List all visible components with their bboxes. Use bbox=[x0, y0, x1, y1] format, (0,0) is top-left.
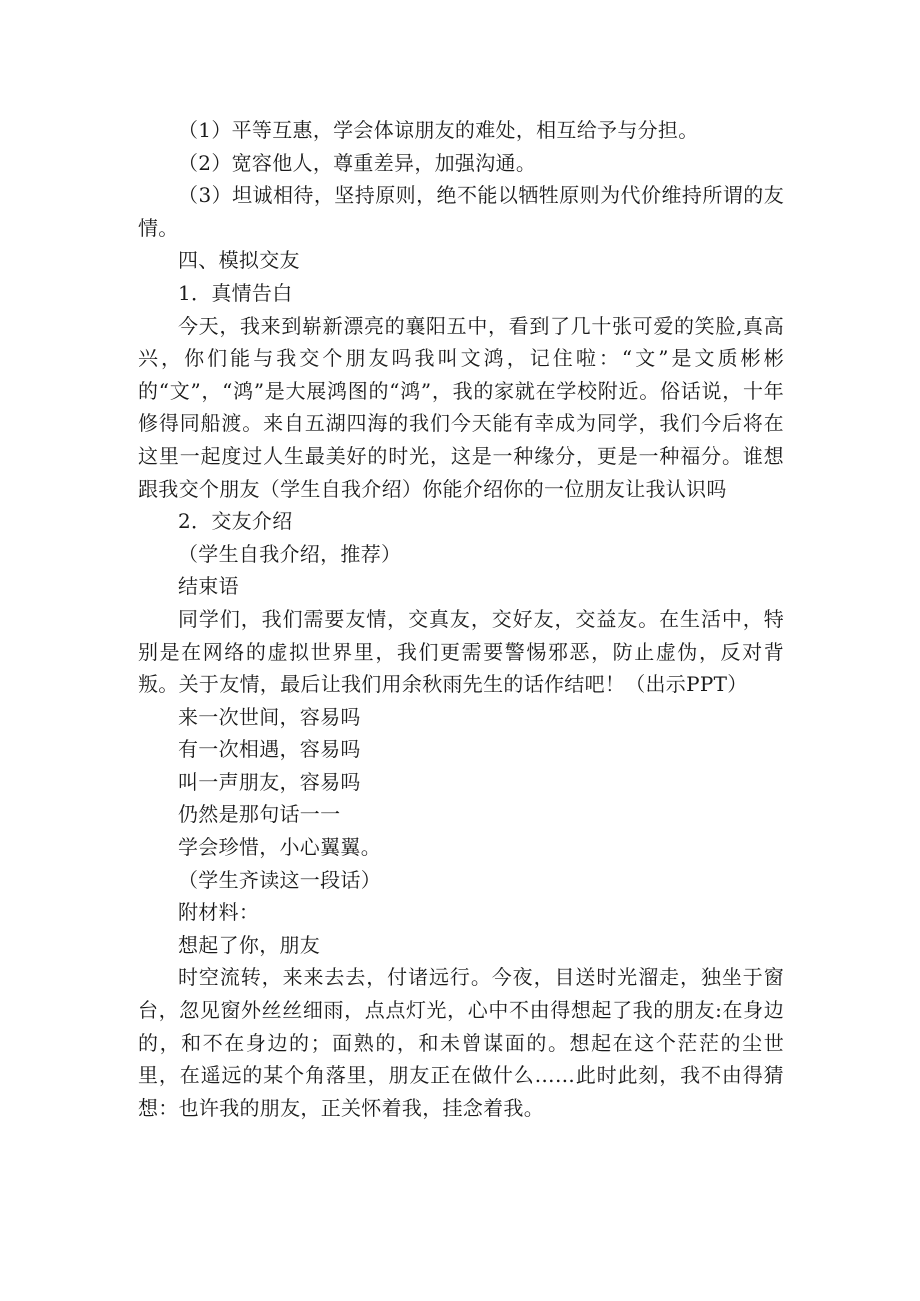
poem-line-3: 叫一声朋友，容易吗 bbox=[178, 769, 361, 794]
poem-line-2: 有一次相遇，容易吗 bbox=[178, 737, 361, 762]
principle-3: （3）坦诚相待，坚持原则，绝不能以牺牲原则为代价维持所谓的友情。 bbox=[138, 183, 784, 240]
poem-line-4: 仍然是那句话一一 bbox=[178, 802, 341, 827]
poem-line-1: 来一次世间，容易吗 bbox=[178, 704, 361, 729]
note-student-introduction: （学生自我介绍，推荐） bbox=[178, 541, 402, 566]
document-body bbox=[138, 114, 784, 1124]
paragraph-closing: 同学们，我们需要友情，交真友，交好友，交益友。在生活中，特别是在网络的虚拟世界里，我们更需要警惕邪恶，防止虚伪，反对背叛。关于友情，最后让我们用余秋雨先生的话作结吧！（出示PPT） bbox=[138, 606, 784, 697]
appendix-label: 附材料： bbox=[178, 900, 260, 925]
poem-line-5: 学会珍惜，小心翼翼。 bbox=[178, 835, 381, 860]
principle-1: （1）平等互惠，学会体谅朋友的难处，相互给予与分担。 bbox=[178, 118, 699, 142]
paragraph-self-introduction: 今天，我来到崭新漂亮的襄阳五中，看到了几十张可爱的笑脸,真高兴，你们能与我交个朋友吗我叫文鸿，记住啦：“文”是文质彬彬的“文”，“鸿”是大展鸿图的“鸿”，我的家就在学校附近。俗话说，十年修得同船渡。来自五湖四海的我们今天能有幸成为同学，我们今后将在这里一起度过人生最美好的时光，这是一种缘分，更是一种福分。谁想跟我交个朋友（学生自我介绍）你能介绍你的一位朋友让我认识吗 bbox=[138, 313, 784, 501]
paragraph-appendix: 时空流转，来来去去，付诸远行。今夜，目送时光溜走，独坐于窗台，忽见窗外丝丝细雨，点点灯光，心中不由得想起了我的朋友:在身边的，和不在身边的；面熟的，和未曾谋面的。想起在这个茫茫的尘世里，在遥远的某个角落里，朋友正在做什么……此时此刻，我不由得猜想：也许我的朋友，正关怀着我，挂念着我。 bbox=[138, 965, 784, 1120]
section-heading-4: 四、模拟交友 bbox=[178, 248, 300, 273]
appendix-title: 想起了你，朋友 bbox=[178, 932, 321, 957]
principle-2: （2）宽容他人，尊重差异，加强沟通。 bbox=[178, 150, 537, 175]
subheading-2: 2．交友介绍 bbox=[178, 509, 293, 534]
note-group-reading: （学生齐读这一段话） bbox=[178, 867, 381, 892]
subheading-1: 1．真情告白 bbox=[178, 280, 293, 305]
closing-heading: 结束语 bbox=[178, 574, 239, 599]
